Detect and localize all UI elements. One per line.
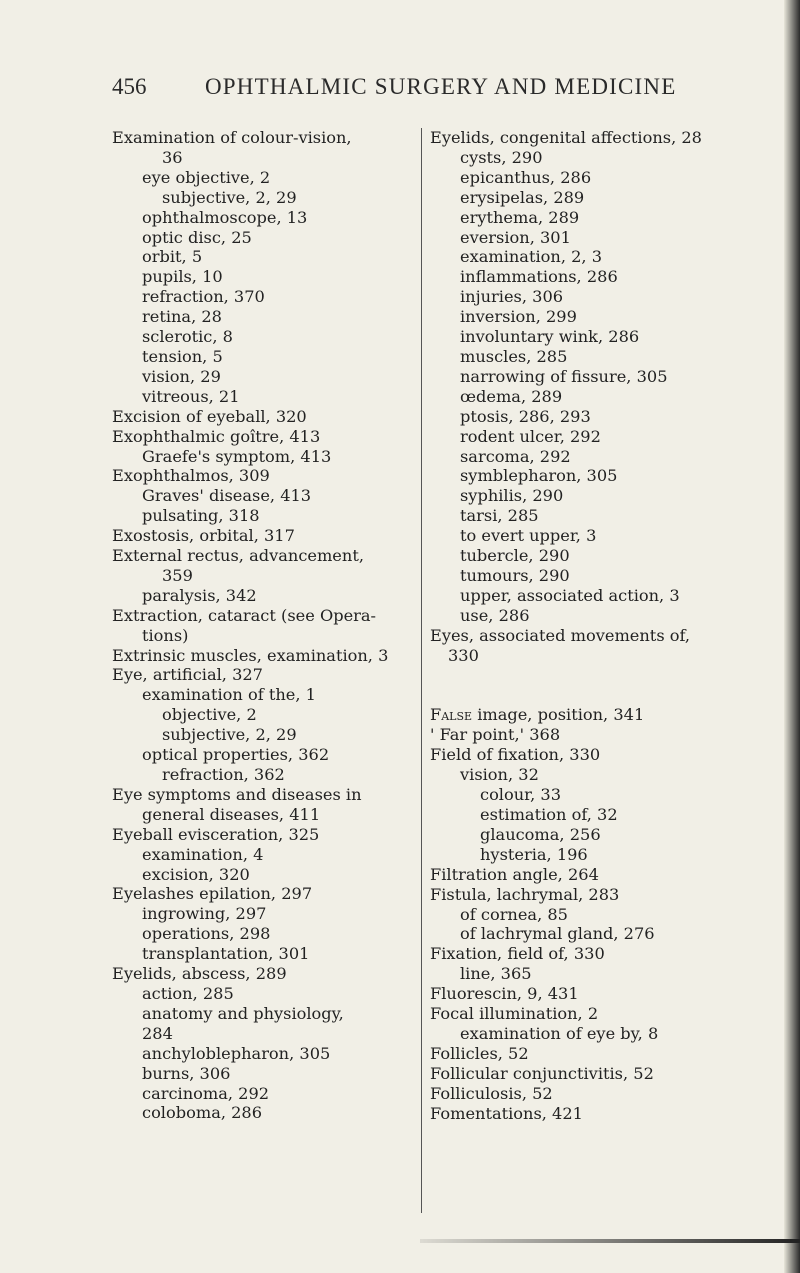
index-entry: sarcoma, 292 [460, 446, 571, 466]
index-entry: inflammations, 286 [460, 267, 618, 287]
index-entry: Eyelashes epilation, 297 [112, 884, 313, 904]
index-entry: use, 286 [460, 605, 530, 625]
index-entry: ptosis, 286, 293 [460, 406, 591, 426]
index-entry: tumours, 290 [460, 565, 570, 585]
index-entry: œdema, 289 [460, 386, 563, 406]
index-entry: examination, 4 [142, 844, 264, 864]
index-entry: External rectus, advancement, [112, 546, 364, 566]
index-entry: ophthalmoscope, 13 [142, 207, 308, 227]
page-number: 456 [112, 74, 147, 99]
index-entry: refraction, 362 [162, 765, 285, 784]
index-entry: vision, 29 [142, 366, 221, 386]
index-entry: optic disc, 25 [142, 227, 252, 247]
column-divider [421, 128, 422, 1213]
index-entry: erysipelas, 289 [460, 187, 585, 207]
index-entry: tension, 5 [142, 346, 223, 366]
index-column-left [112, 128, 417, 1123]
index-entry: symblepharon, 305 [460, 466, 618, 486]
index-entry: anatomy and physiology, [142, 1003, 344, 1023]
index-entry: Filtration angle, 264 [430, 864, 599, 884]
index-entry: Follicles, 52 [430, 1043, 529, 1063]
index-entry: Exophthalmos, 309 [112, 466, 270, 486]
index-entry: pupils, 10 [142, 267, 223, 287]
index-entry: inversion, 299 [460, 307, 577, 327]
index-entry: Fluorescin, 9, 431 [430, 984, 579, 1004]
index-entry: Follicular conjunctivitis, 52 [430, 1063, 654, 1083]
index-entry: epicanthus, 286 [460, 167, 592, 187]
page-edge-shadow [784, 0, 800, 1273]
index-entry: action, 285 [142, 983, 234, 1003]
index-entry: Fixation, field of, 330 [430, 944, 605, 964]
index-entry: cysts, 290 [460, 147, 543, 167]
index-entry: Fistula, lachrymal, 283 [430, 884, 620, 904]
index-entry: of cornea, 85 [460, 904, 568, 924]
index-entry: examination, 2, 3 [460, 247, 602, 267]
bottom-edge-bar [420, 1239, 800, 1243]
index-entry: Eyelids, abscess, 289 [112, 964, 287, 984]
index-entry: injuries, 306 [460, 287, 564, 307]
index-entry: pulsating, 318 [142, 506, 260, 526]
index-entry: Field of fixation, 330 [430, 745, 601, 765]
index-entry: erythema, 289 [460, 207, 580, 227]
index-entry: ' Far point,' 368 [430, 725, 561, 745]
index-entry: hysteria, 196 [480, 844, 588, 864]
section-gap [430, 685, 785, 705]
index-entry: of lachrymal gland, 276 [460, 924, 655, 944]
index-entry: refraction, 370 [142, 287, 265, 307]
index-entry: 330 [448, 645, 479, 665]
index-entry: examination of the, 1 [142, 685, 316, 705]
index-entry: 284 [142, 1023, 173, 1043]
index-entry: vision, 32 [460, 765, 539, 785]
index-entry: estimation of, 32 [480, 805, 618, 824]
index-entry: operations, 298 [142, 924, 271, 944]
index-entry: vitreous, 21 [142, 386, 240, 406]
index-entry: tubercle, 290 [460, 546, 570, 566]
index-entry: eversion, 301 [460, 227, 571, 247]
index-entry: examination of eye by, 8 [460, 1023, 659, 1043]
index-entry: coloboma, 286 [142, 1103, 263, 1123]
index-entry: orbit, 5 [142, 247, 203, 267]
index-entry: colour, 33 [480, 785, 562, 805]
index-entry: burns, 306 [142, 1063, 231, 1083]
index-entry: line, 365 [460, 964, 532, 984]
index-entry: Fomentations, 421 [430, 1103, 583, 1123]
index-entry: Exophthalmic goître, 413 [112, 426, 321, 446]
index-entry: tions) [142, 625, 189, 645]
index-entry: subjective, 2, 29 [162, 187, 297, 207]
index-entry: involuntary wink, 286 [460, 327, 640, 347]
section-gap [430, 665, 785, 685]
index-entry: general diseases, 411 [142, 804, 321, 824]
index-entry: Graves' disease, 413 [142, 486, 312, 506]
index-entry: objective, 2 [162, 705, 257, 725]
index-entry: 359 [162, 565, 193, 585]
index-entry: False image, position, 341 [430, 705, 645, 725]
index-entry: Eye, artificial, 327 [112, 665, 263, 685]
index-entry: 36 [162, 147, 183, 167]
index-entry: eye objective, 2 [142, 167, 271, 187]
index-entry: Eye symptoms and diseases in [112, 784, 362, 804]
index-entry: subjective, 2, 29 [162, 725, 297, 745]
index-entry: ingrowing, 297 [142, 904, 267, 924]
running-title: OPHTHALMIC SURGERY AND MEDICINE [205, 74, 677, 99]
index-entry: optical properties, 362 [142, 745, 330, 765]
index-entry: anchyloblepharon, 305 [142, 1043, 331, 1063]
index-entry: Examination of colour-vision, [112, 128, 352, 147]
index-entry: paralysis, 342 [142, 585, 257, 605]
index-entry: to evert upper, 3 [460, 526, 597, 546]
index-entry: Eyelids, congenital affections, 28 [430, 128, 702, 147]
index-entry: Focal illumination, 2 [430, 1004, 599, 1024]
index-entry: rodent ulcer, 292 [460, 426, 601, 446]
index-entry: tarsi, 285 [460, 506, 539, 526]
index-column-right [430, 128, 785, 1124]
index-entry: excision, 320 [142, 864, 250, 884]
index-entry: upper, associated action, 3 [460, 585, 680, 605]
index-entry: retina, 28 [142, 307, 222, 327]
index-entry: carcinoma, 292 [142, 1083, 270, 1103]
index-entry: muscles, 285 [460, 346, 568, 366]
index-entry: sclerotic, 8 [142, 327, 233, 347]
index-entry: Eyeball evisceration, 325 [112, 824, 320, 844]
index-entry: narrowing of fissure, 305 [460, 366, 668, 386]
index-entry: Exostosis, orbital, 317 [112, 526, 295, 546]
index-entry: Graefe's symptom, 413 [142, 446, 332, 466]
index-entry: glaucoma, 256 [480, 824, 601, 844]
index-entry: Folliculosis, 52 [430, 1083, 553, 1103]
index-entry: transplantation, 301 [142, 944, 310, 964]
index-entry: Eyes, associated movements of, [430, 625, 691, 645]
index-entry: Excision of eyeball, 320 [112, 406, 307, 426]
index-entry: syphilis, 290 [460, 486, 564, 506]
index-entry: Extrinsic muscles, examination, 3 [112, 645, 389, 665]
index-entry: Extraction, cataract (see Opera- [112, 605, 377, 625]
